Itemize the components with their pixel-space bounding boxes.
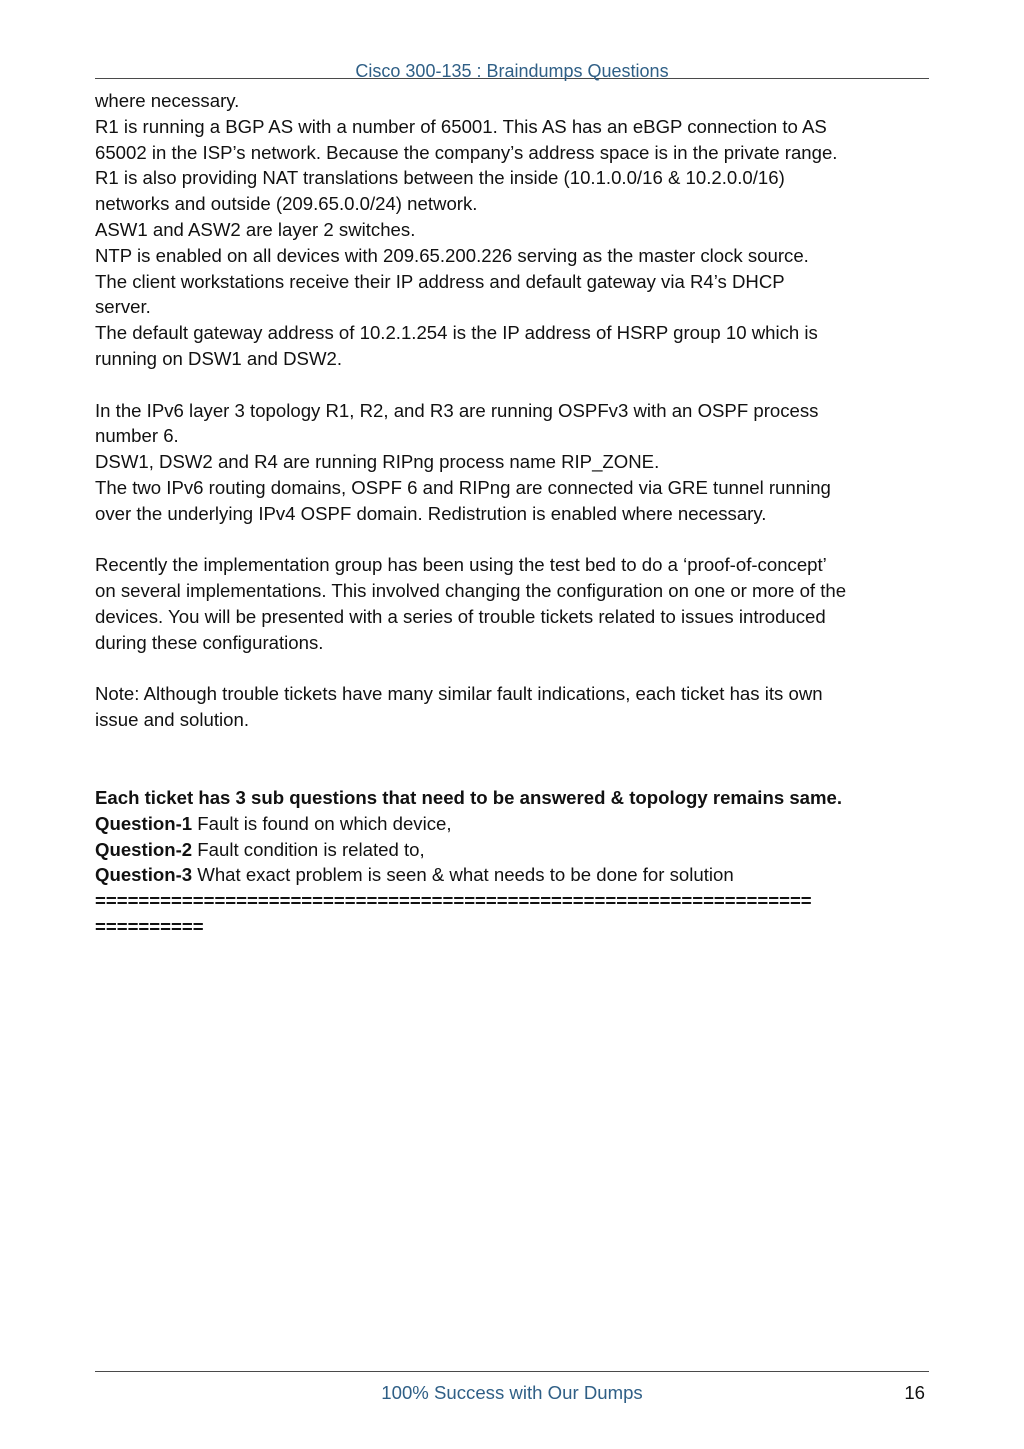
text-line: The default gateway address of 10.2.1.254 is the IP address of HSRP group 10 which is bbox=[95, 322, 818, 344]
paragraph-network-overview bbox=[95, 88, 940, 372]
paragraph-ipv6-topology bbox=[95, 398, 940, 527]
text-line: during these configurations. bbox=[95, 631, 324, 653]
text-line: issue and solution. bbox=[95, 709, 250, 731]
paragraph-spacer bbox=[95, 656, 940, 682]
page-number: 16 bbox=[904, 1382, 925, 1403]
paragraph-note bbox=[95, 681, 940, 733]
text-line: DSW1, DSW2 and R4 are running RIPng process name RIP_ZONE. bbox=[95, 451, 660, 473]
text-line: In the IPv6 layer 3 topology R1, R2, and R3 are running OSPFv3 with an OSPF process bbox=[95, 399, 819, 421]
paragraph-implementation bbox=[95, 552, 940, 655]
question-label: Question-2 bbox=[95, 838, 193, 860]
question-text: What exact problem is seen & what needs to be done for solution bbox=[192, 864, 734, 886]
page-content bbox=[95, 88, 940, 940]
text-line: networks and outside (209.65.0.0/24) network. bbox=[95, 193, 478, 215]
question-text: Fault is found on which device, bbox=[192, 812, 452, 834]
text-line: The client workstations receive their IP address and default gateway via R4’s DHCP bbox=[95, 270, 785, 292]
text-line: R1 is also providing NAT translations between the inside (10.1.0.0/16 & 10.2.0.0/16) bbox=[95, 167, 785, 189]
page-footer bbox=[95, 1371, 929, 1412]
text-line: number 6. bbox=[95, 425, 179, 447]
text-line: where necessary. bbox=[95, 90, 240, 111]
text-line: Recently the implementation group has been using the test bed to do a ‘proof-of-concept’ bbox=[95, 554, 827, 576]
header-title: Cisco 300-135 : Braindumps Questions bbox=[355, 61, 669, 81]
text-line: ASW1 and ASW2 are layer 2 switches. bbox=[95, 218, 416, 240]
text-line: on several implementations. This involved changing the configuration on one or more of the bbox=[95, 580, 847, 602]
text-line: The two IPv6 routing domains, OSPF 6 and RIPng are connected via GRE tunnel running bbox=[95, 476, 831, 498]
text-line: running on DSW1 and DSW2. bbox=[95, 347, 343, 369]
text-line: 65002 in the ISP’s network. Because the company’s address space is in the private range. bbox=[95, 141, 838, 163]
text-line: over the underlying IPv4 OSPF domain. Redistrution is enabled where necessary. bbox=[95, 502, 767, 524]
ticket-instructions bbox=[95, 785, 940, 940]
text-line: NTP is enabled on all devices with 209.65.200.226 serving as the master clock source. bbox=[95, 244, 809, 266]
separator-line: ========== bbox=[95, 915, 204, 937]
footer-text: 100% Success with Our Dumps bbox=[381, 1382, 643, 1403]
question-text: Fault condition is related to, bbox=[192, 838, 425, 860]
text-line: Note: Although trouble tickets have many similar fault indications, each ticket has its own bbox=[95, 683, 823, 705]
question-item bbox=[95, 811, 940, 837]
question-item bbox=[95, 837, 940, 863]
question-label: Question-3 bbox=[95, 864, 193, 886]
question-item bbox=[95, 862, 940, 888]
question-label: Question-1 bbox=[95, 812, 193, 834]
paragraph-spacer bbox=[95, 372, 940, 398]
separator-line: ================================================================== bbox=[95, 890, 812, 912]
text-line: R1 is running a BGP AS with a number of 65001. This AS has an eBGP connection to AS bbox=[95, 115, 827, 137]
text-line: server. bbox=[95, 296, 151, 318]
paragraph-spacer bbox=[95, 527, 940, 553]
page-header bbox=[95, 58, 929, 79]
paragraph-spacer bbox=[95, 733, 940, 785]
ticket-intro: Each ticket has 3 sub questions that need to be answered & topology remains same. bbox=[95, 786, 843, 808]
text-line: devices. You will be presented with a series of trouble tickets related to issues introduced bbox=[95, 605, 826, 627]
